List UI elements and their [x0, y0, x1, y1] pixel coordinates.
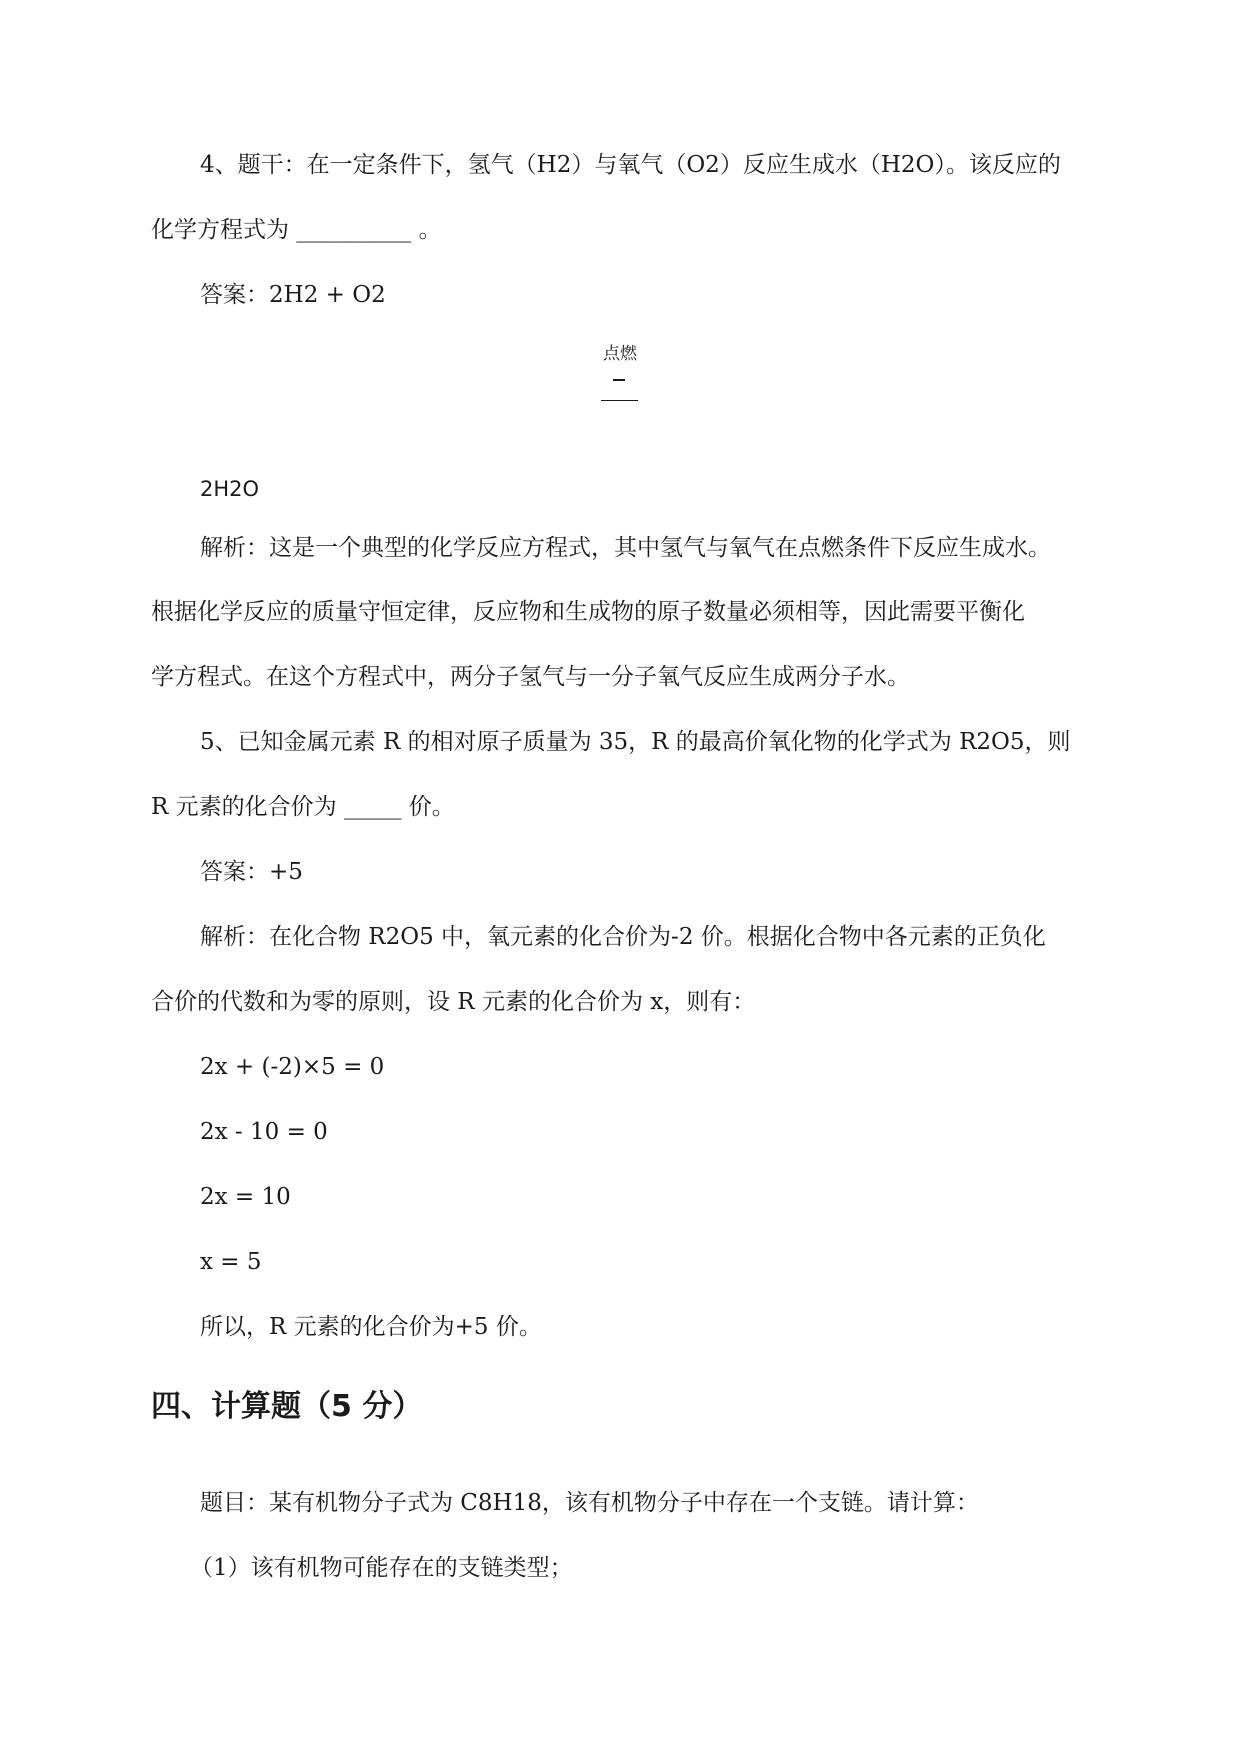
q5-step-1: 2x + (-2)×5 = 0 — [200, 1054, 385, 1080]
q5-step-3: 2x = 10 — [200, 1184, 291, 1210]
q4-analysis-line1: 解析：这是一个典型的化学反应方程式，其中氢气与氧气在点燃条件下反应生成水。 — [200, 535, 1051, 561]
q5-answer: 答案：+5 — [200, 859, 303, 885]
q5-step-2: 2x - 10 = 0 — [200, 1119, 328, 1145]
q5-stem-line1: 5、已知金属元素 R 的相对原子质量为 35，R 的最高价氧化物的化学式为 R2O5，则 — [200, 729, 1071, 755]
q5-stem-line2: R 元素的化合价为 _____ 价。 — [151, 794, 455, 820]
reaction-dash — [613, 379, 625, 381]
q4-analysis-line2: 根据化学反应的质量守恒定律，反应物和生成物的原子数量必须相等，因此需要平衡化 — [151, 599, 1025, 625]
q4-answer-lhs: 答案：2H2 + O2 — [200, 282, 386, 308]
section4-heading: 四、计算题（5 分） — [151, 1389, 423, 1424]
q4-stem-line1: 4、题干：在一定条件下，氢气（H2）与氧气（O2）反应生成水（H2O）。该反应的 — [200, 152, 1061, 178]
q4-analysis-line3: 学方程式。在这个方程式中，两分子氢气与一分子氧气反应生成两分子水。 — [151, 664, 910, 690]
q5-analysis-line2: 合价的代数和为零的原则，设 R 元素的化合价为 x，则有： — [151, 989, 756, 1015]
q4-stem-line2: 化学方程式为 __________ 。 — [151, 217, 442, 243]
q4-answer-rhs: 2H2O — [200, 477, 260, 501]
reaction-condition: 点燃 — [603, 344, 637, 364]
section4-question: 题目：某有机物分子式为 C8H18，该有机物分子中存在一个支链。请计算： — [200, 1490, 979, 1516]
q5-step-4: x = 5 — [200, 1249, 262, 1275]
section4-part1: （1）该有机物可能存在的支链类型； — [190, 1555, 573, 1581]
reaction-arrow-bar — [601, 400, 638, 401]
q5-conclusion: 所以，R 元素的化合价为+5 价。 — [200, 1314, 542, 1340]
q5-analysis-line1: 解析：在化合物 R2O5 中，氧元素的化合价为-2 价。根据化合物中各元素的正负化 — [200, 924, 1046, 950]
